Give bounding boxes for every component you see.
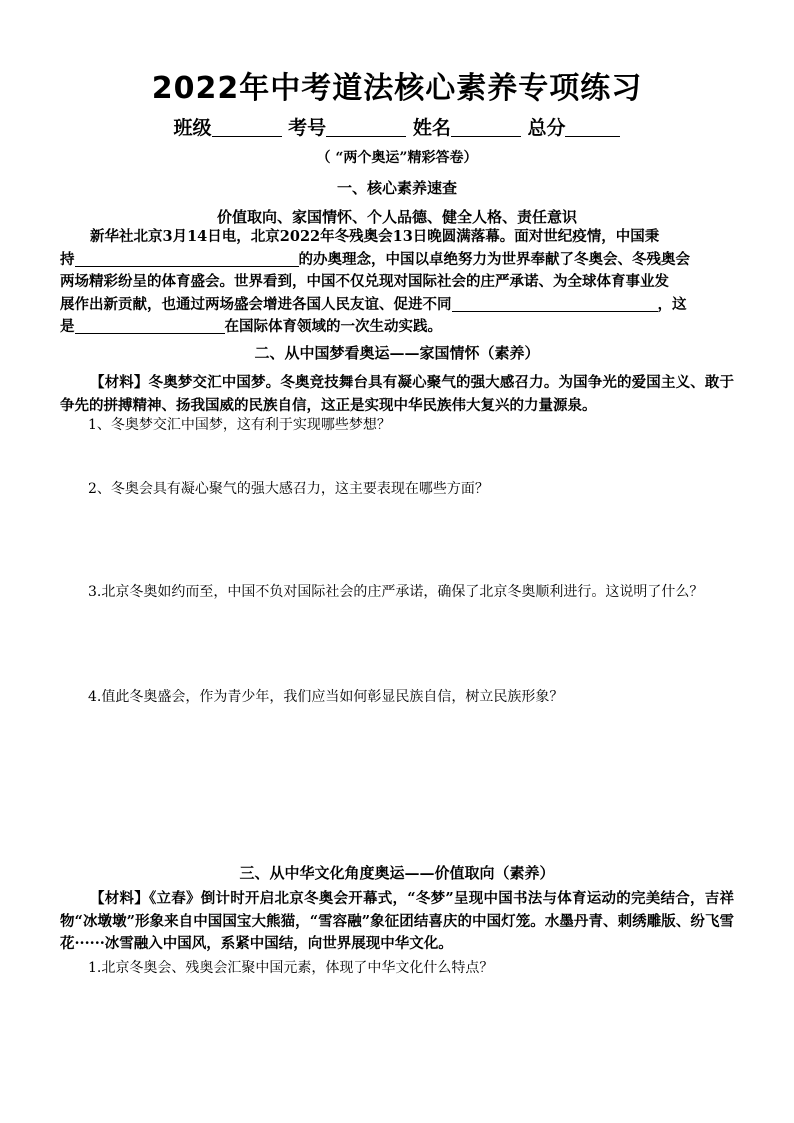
para-line-5 [60, 316, 734, 339]
section3-material: 【材料】《立春》倒计时开启北京冬奥会开幕式，“冬梦”呈现中国书法与体育运动的完美结合，吉祥物“冰墩墩”形象来自中国国宝大熊猫，“雪容融”象征团结喜庆的中国灯笼。水墨丹青、刺绣雕版、纷飞雪花······冰雪融入中国风，系紧中国结，向世界展现中华文化。 [60, 890, 734, 952]
section3-heading: 三、从中华文化角度奥运——价值取向（素养） [239, 864, 555, 882]
para-text: 展作出新贡献，也通过两场盛会增进各国人民友谊、促进不同 [60, 295, 452, 313]
page-title: 2022年中考道法核心素养专项练习 [151, 71, 643, 106]
student-info-line [0, 113, 794, 140]
number-label: 考号 [288, 117, 327, 139]
answer-blank-3[interactable] [75, 317, 225, 334]
answer-blank-2[interactable] [452, 295, 658, 312]
name-label: 姓名 [412, 117, 451, 139]
section1-heading: 一、核心素养速查 [336, 179, 457, 197]
para-text: ，这 [657, 295, 687, 313]
para-text: 在国际体育领域的一次生动实践。 [224, 318, 442, 335]
section1-keywords: 价值取向、家国情怀、个人品德、健全人格、责任意识 [216, 208, 577, 226]
section1-paragraph [60, 226, 734, 339]
para-text: 持 [60, 250, 75, 268]
para-text: 是 [60, 318, 75, 335]
para-line-4 [60, 294, 734, 317]
score-label: 总分 [527, 117, 566, 139]
para-text: 的办奥理念，中国以卓绝努力为世界奉献了冬奥会、冬残奥会 [298, 250, 690, 268]
class-label: 班级 [173, 117, 212, 139]
number-field[interactable] [326, 118, 406, 137]
section2-question-2: 2、冬奥会具有凝心聚气的强大感召力，这主要表现在哪些方面？ [88, 481, 489, 497]
score-field[interactable] [565, 118, 620, 137]
section3-question-1: 1.北京冬奥会、残奥会汇聚中国元素，体现了中华文化什么特点？ [88, 960, 494, 976]
class-field[interactable] [212, 118, 282, 137]
para-line-2 [60, 249, 734, 272]
section2-question-3: 3.北京冬奥如约而至，中国不负对国际社会的庄严承诺，确保了北京冬奥顺利进行。这说明了什么？ [88, 584, 704, 600]
section2-question-1: 1、冬奥梦交汇中国梦，这有利于实现哪些梦想？ [88, 417, 391, 433]
section2-question-4: 4.值此冬奥盛会，作为青少年，我们应当如何彰显民族自信，树立民族形象？ [88, 689, 564, 705]
section2-heading: 二、从中国梦看奥运——家国情怀（素养） [254, 344, 540, 362]
subtitle: （ “两个奥运”精彩答卷） [316, 150, 478, 166]
para-line-3: 两场精彩纷呈的体育盛会。世界看到，中国不仅兑现对国际社会的庄严承诺、为全球体育事业发 [60, 273, 669, 290]
para-line-1: 新华社北京3月14日电，北京2022年冬残奥会13日晚圆满落幕。面对世纪疫情，中国秉 [90, 228, 660, 245]
name-field[interactable] [451, 118, 521, 137]
section2-material: 【材料】冬奥梦交汇中国梦。冬奥竞技舞台具有凝心聚气的强大感召力。为国争光的爱国主义、敢于争先的拼搏精神、扬我国威的民族自信，这正是实现中华民族伟大复兴的力量源泉。 [60, 374, 734, 414]
answer-blank-1[interactable] [75, 250, 299, 267]
